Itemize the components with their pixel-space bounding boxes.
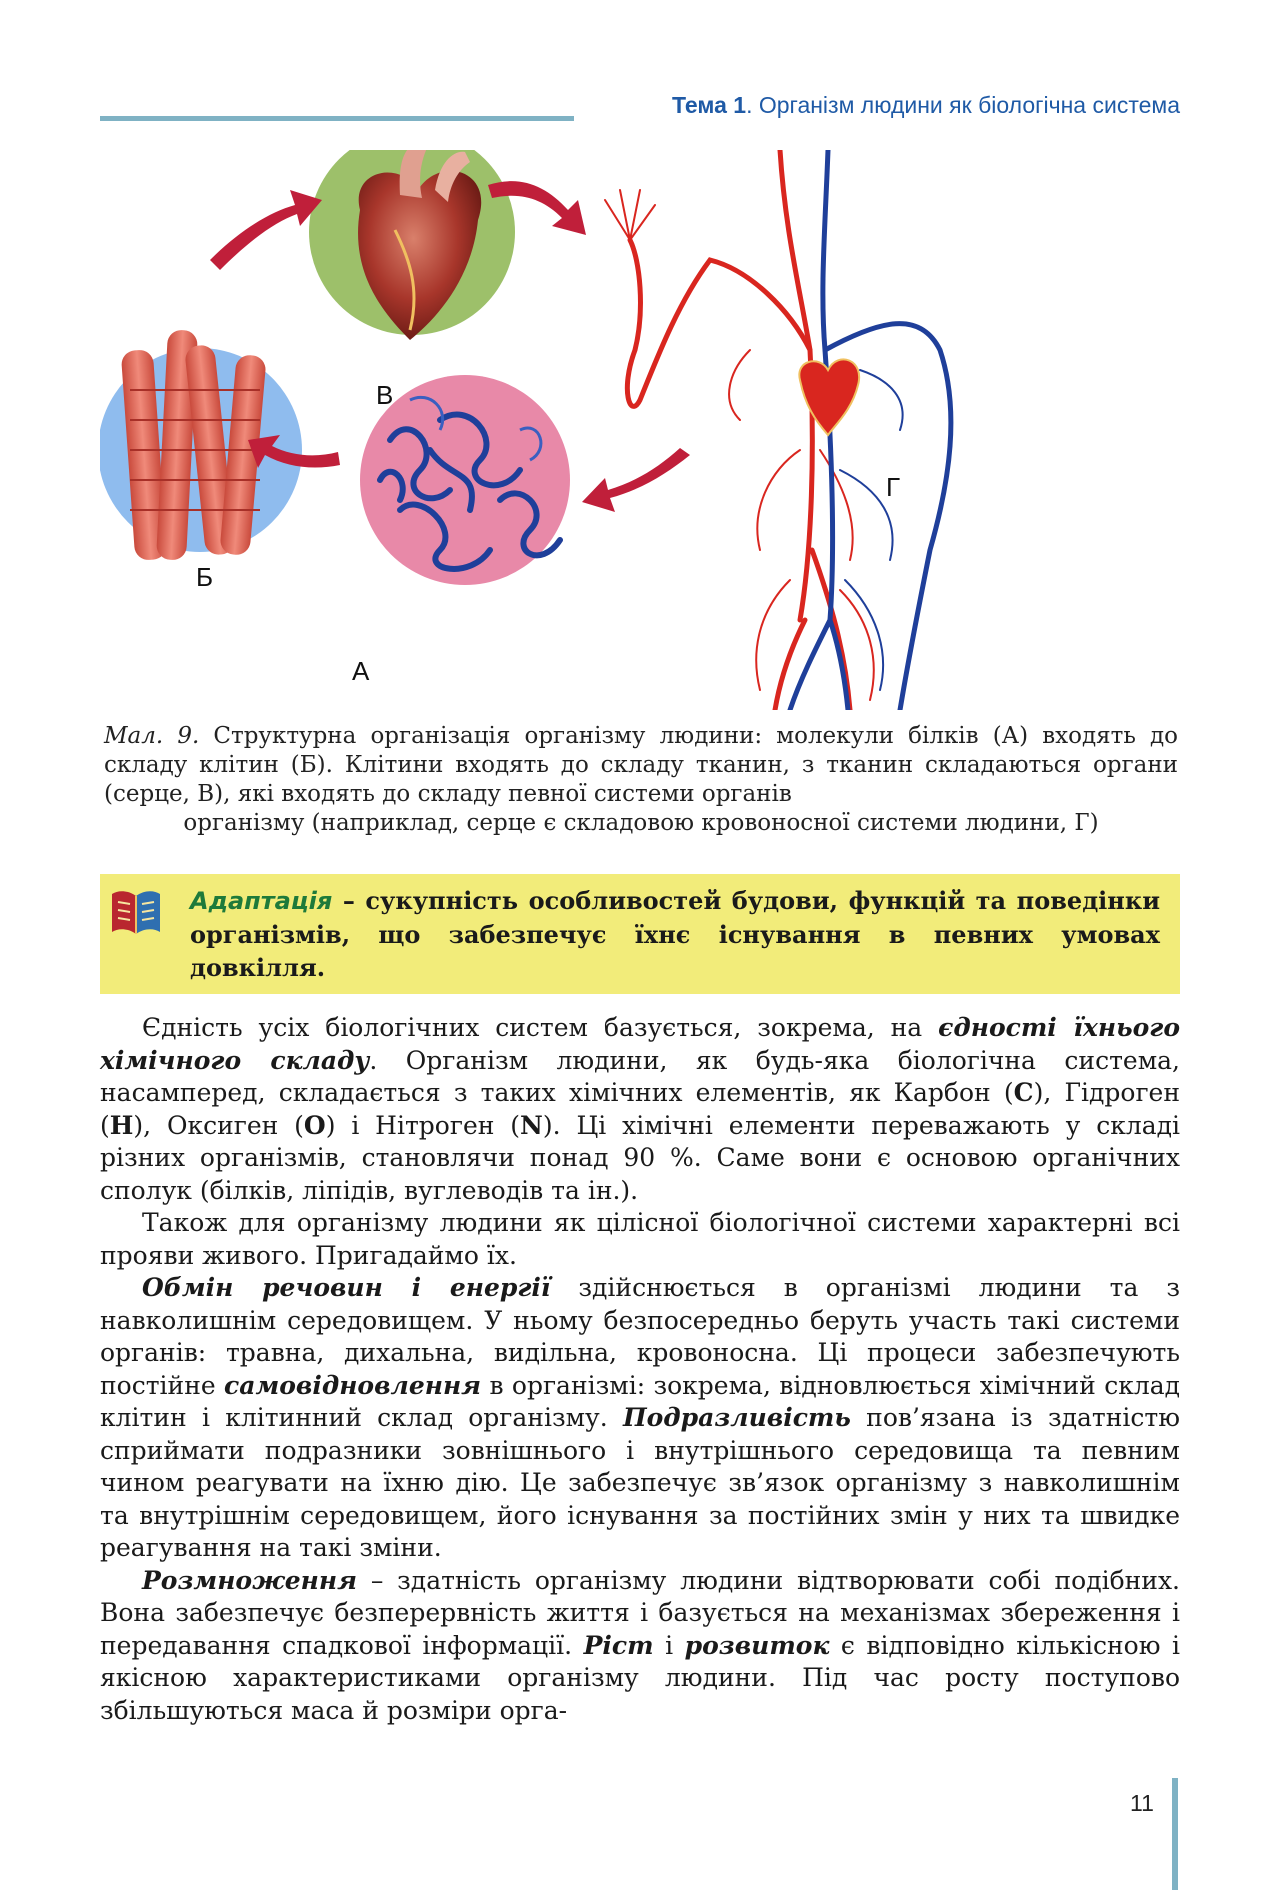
p1-text-3: ), Гідроген (	[100, 1078, 1181, 1140]
circulatory-system-illustration	[605, 150, 951, 710]
p4-text-1: – здатність організму людини відтворювати собі подібних. Вона забезпечує безперервність життя і базується на механізмах збереження і передавання спадкової інформації.	[100, 1565, 1180, 1660]
p3-text-1: здійснюється в організмі людини та з навколишнім середовищем. У ньому безпосередньо беруть участь такі системи органів: травна, дихальна, видільна, кровоносна. Ці процеси забезпечують постійне	[100, 1273, 1180, 1400]
paragraph-2: Також для організму людини як цілісної біологічної системи характерні всі прояви живого. Пригадаймо їх.	[100, 1208, 1180, 1270]
p1-bold-h: Н	[109, 1110, 134, 1140]
p1-text-5: ) і Нітроген (	[325, 1110, 521, 1140]
p1-text-4: ), Оксиген (	[133, 1110, 304, 1140]
label-b: Б	[196, 562, 214, 592]
p1-text-6: ). Ці хімічні елементи переважають у складі різних організмів, становлячи понад 90 %. Саме вони є основою органічних сполук (білків, ліпідів, вуглеводів та ін.).	[100, 1110, 1181, 1205]
p1-bold-o: О	[303, 1110, 326, 1140]
p1-bold-c: С	[1013, 1078, 1034, 1107]
paragraph-1	[100, 1012, 1180, 1207]
header-title	[672, 92, 1180, 119]
definition-body: – сукупність особливостей будови, функцій та поведінки організмів, що забезпечує їхнє існування в певних умовах довкілля.	[190, 886, 1160, 982]
caption-line-1: Структурна організація організму людини: молекули білків (А)	[199, 723, 1029, 749]
header-rule	[100, 116, 574, 121]
p1-bold-n: N	[520, 1110, 543, 1140]
p1-text-2: . Організм людини, як будь-яка біологічна система, насамперед, складається з таких хімічних елементів, як Карбон (	[100, 1045, 1181, 1107]
caption-line-2: входять до складу клітин (Б). Клітини входять до складу тканин, з тканин	[104, 723, 1178, 778]
p3-emphasis-2: самовідновлення	[224, 1370, 482, 1400]
p4-text-2: і	[653, 1630, 685, 1660]
figure-caption	[104, 722, 1178, 838]
p4-emphasis-2: Ріст	[583, 1630, 654, 1660]
heart-illustration	[309, 150, 515, 340]
definition-box	[100, 874, 1180, 994]
paragraph-3	[100, 1272, 1180, 1565]
label-g: Г	[886, 472, 901, 502]
p1-emphasis-1: єдності їхнього хімічного складу	[100, 1013, 1180, 1075]
figure-9	[100, 150, 1180, 710]
topic-title: . Організм людини як біологічна система	[746, 92, 1180, 118]
topic-label: Тема 1	[672, 92, 747, 118]
definition-term: Адаптація	[190, 887, 333, 915]
figure-illustration	[100, 150, 1180, 710]
heart-small-icon	[799, 359, 859, 435]
running-header	[100, 88, 1180, 128]
caption-line-3: складаються органи (серце, В), які входять до складу певної системи органів	[104, 752, 1178, 807]
p4-emphasis-1: Розмноження	[142, 1565, 357, 1595]
p3-emphasis-3: Подразливість	[623, 1403, 851, 1432]
p3-text-3: пов’язана із здатністю сприймати подразники зовнішнього і внутрішнього середовища та певним чином реагувати на їхню дію. Це забезпечує зв’язок організму з навколишнім та внутрішнім середовищем, його існування за постійних змін у них та швидке реагування на такі зміни.	[100, 1403, 1180, 1562]
caption-line-4: організму (наприклад, серце є складовою кровоносної системи людини, Г)	[183, 810, 1099, 836]
p1-text-1: Єдність усіх біологічних систем базується, зокрема, на	[142, 1013, 939, 1042]
p3-emphasis-1: Обмін речовин і енергії	[142, 1273, 551, 1302]
main-text	[100, 1012, 1180, 1727]
label-a: А	[352, 656, 370, 686]
book-icon	[110, 888, 162, 938]
paragraph-4	[100, 1565, 1180, 1728]
p4-text-3: є відповідно кількісною і якісною характеристиками організму людини. Під час росту поступово збільшуються маса й розміри орга-	[100, 1630, 1180, 1725]
page-number-bar	[1172, 1778, 1178, 1890]
definition-text	[190, 884, 1160, 984]
label-v: В	[376, 380, 394, 410]
p3-text-2: в організмі: зокрема, відновлюється хімічний склад клітин і клітинний склад організму.	[100, 1370, 1180, 1432]
caption-prefix: Мал. 9.	[104, 723, 200, 749]
page-number: 11	[1130, 1790, 1154, 1816]
p4-emphasis-3: розвиток	[684, 1630, 830, 1660]
